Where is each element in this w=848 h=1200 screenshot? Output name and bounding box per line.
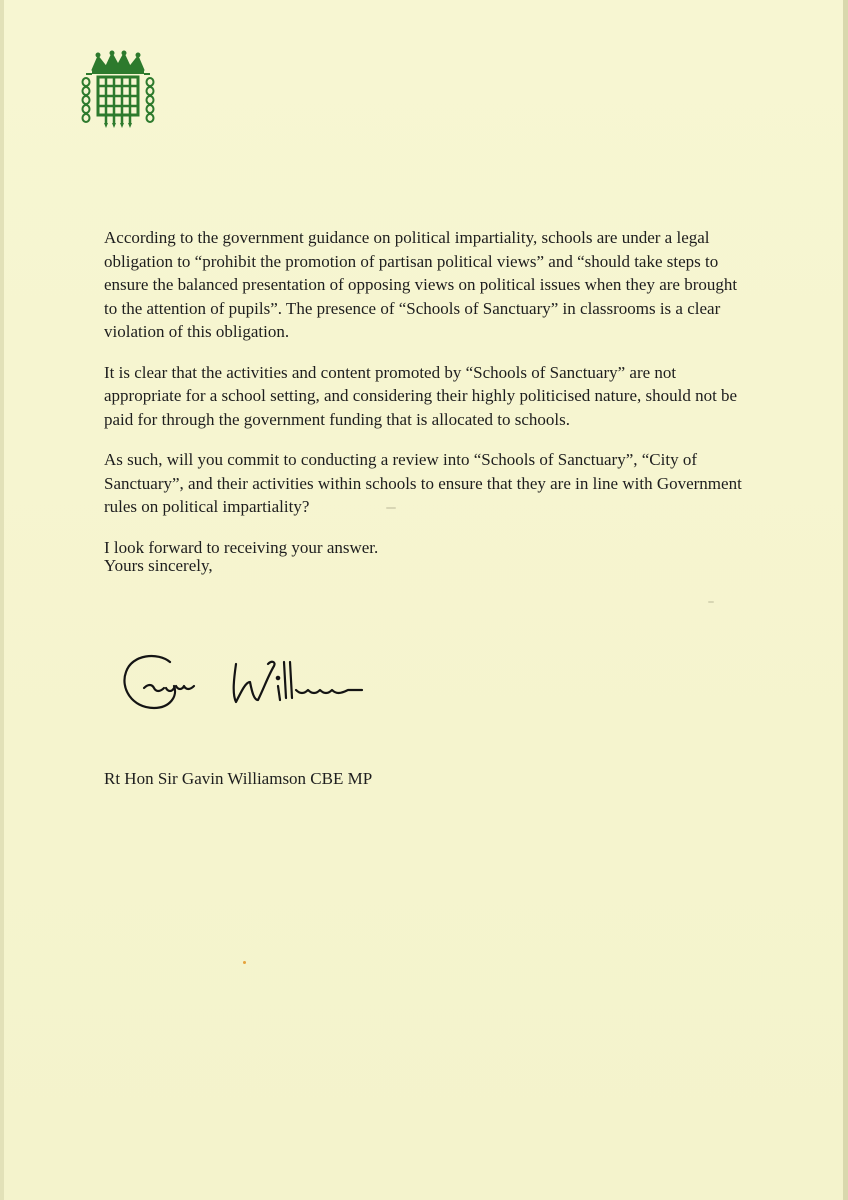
signatory-name: Rt Hon Sir Gavin Williamson CBE MP [104, 769, 373, 788]
letter-body [104, 226, 744, 576]
paper-smudge [386, 507, 396, 509]
paragraph-2: It is clear that the activities and content promoted by “Schools of Sanctuary” are not appropriate for a school setting, and considering their highly politicised nature, should not be paid for through the government funding that is allocated to schools. [104, 362, 738, 429]
closing-salutation: Yours sincerely, [104, 556, 213, 575]
paper-speck [243, 961, 246, 964]
handwritten-signature [118, 648, 368, 720]
page-edge-left [0, 0, 4, 1200]
paragraph-3: As such, will you commit to conducting a review into “Schools of Sanctuary”, “City of Sanctuary”, and their activities within schools to ensure that they are in line with Government rules on political impartiality? [104, 450, 742, 516]
portcullis-crest-icon [78, 50, 158, 132]
paragraph-1: According to the government guidance on political impartiality, schools are under a legal obligation to “prohibit the promotion of partisan political views” and “should take steps to ensure the balanced presentation of opposing views on political issues when they are brought to the attention of pupils”. The presence of “Schools of Sanctuary” in classrooms is a clear violation of this obligation. [104, 228, 738, 341]
page-edge-right [843, 0, 848, 1200]
paragraph-4: I look forward to receiving your answer. [104, 537, 379, 557]
paper-smudge [708, 601, 714, 603]
